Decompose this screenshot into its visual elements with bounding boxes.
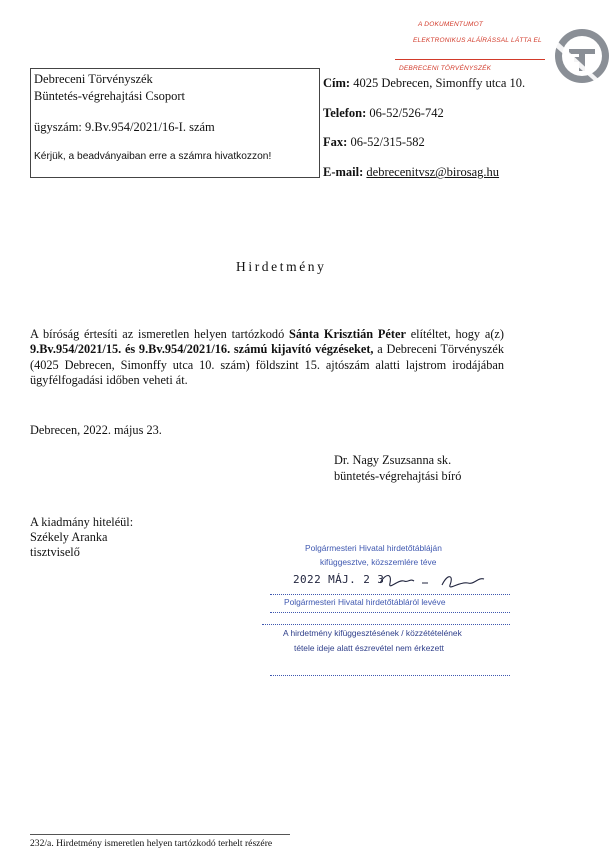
stamp-divider-4: [270, 675, 510, 676]
notice-stamp-line-1: A hirdetmény kifüggesztésének / közzétételének: [283, 628, 462, 638]
fax-line: [323, 135, 425, 150]
stamp-divider-1: [270, 594, 510, 595]
decision-numbers: 9.Bv.954/2021/15. és 9.Bv.954/2021/16. számú kijavító végzéseket,: [30, 342, 374, 357]
body-text-b: elítéltet, hogy a(z): [405, 327, 504, 341]
phone-value: 06-52/526-742: [369, 106, 444, 120]
judge-title: büntetés-végrehajtási bíró: [334, 469, 462, 483]
phone-line: [323, 106, 444, 121]
body-text-a: A bíróság értesíti az ismeretlen helyen tartózkodó: [30, 327, 290, 341]
email-link[interactable]: debrecenitvsz@birosag.hu: [366, 165, 500, 179]
certification-label: A kiadmány hiteléül:: [30, 515, 134, 529]
body-text-c: a Debreceni Törvényszék (4025 Debrecen, Simonffy utca 10. szám) földszint 15. ajtószám alatti lajstrom irodájában ügyfélfogadási időben veheti át.: [30, 342, 504, 388]
fax-value: 06-52/315-582: [350, 135, 425, 149]
removed-stamp: Polgármesteri Hivatal hirdetőtábláról levéve: [284, 597, 446, 607]
case-number: ügyszám: 9.Bv.954/2021/16-I. szám: [34, 120, 215, 134]
stamp-date: 2022 MÁJ. 2 3: [293, 573, 385, 586]
address-label: Cím:: [323, 76, 351, 90]
address-value: 4025 Debrecen, Simonffy utca 10.: [353, 76, 526, 90]
clerk-name: Székely Aranka: [30, 530, 108, 544]
fax-label: Fax:: [323, 135, 348, 149]
group-name: Büntetés-végrehajtási Csoport: [34, 89, 186, 103]
date-line: Debrecen, 2022. május 23.: [30, 423, 162, 437]
posted-stamp-line-1: Polgármesteri Hivatal hirdetőtábláján: [305, 543, 442, 553]
stamp-divider-3: [262, 624, 510, 625]
clerk-title: tisztviselő: [30, 545, 80, 559]
footer-divider: [30, 834, 290, 835]
header-left-box: [30, 68, 320, 178]
footer-form-note: 232/a. Hirdetmény ismeretlen helyen tartózkodó terhelt részére: [30, 838, 273, 849]
phone-label: Telefon:: [323, 106, 367, 120]
reference-note: Kérjük, a beadványaiban erre a számra hivatkozzon!: [34, 151, 272, 162]
address-line: [323, 76, 525, 91]
email-line: [323, 165, 499, 180]
court-name: Debreceni Törvényszék: [34, 72, 153, 86]
document-title: Hirdetmény: [236, 259, 327, 274]
court-logo-icon: [553, 27, 611, 85]
handwritten-initials: [378, 569, 488, 593]
stamp-divider-2: [270, 612, 510, 613]
notice-stamp-line-2: tétele ideje alatt észrevétel nem érkezett: [294, 643, 444, 653]
body-paragraph: [30, 327, 504, 389]
person-name: Sánta Krisztián Péter: [289, 327, 406, 341]
seal-line-3: DEBRECENI TÖRVÉNYSZÉK: [399, 65, 492, 72]
email-label: E-mail:: [323, 165, 364, 179]
posted-stamp-line-2: kifüggesztve, közszemlére téve: [320, 557, 437, 567]
seal-divider: [395, 59, 545, 60]
seal-line-2: ELEKTRONIKUS ALÁÍRÁSSAL LÁTTA EL: [413, 37, 542, 44]
judge-name: Dr. Nagy Zsuzsanna sk.: [334, 453, 452, 467]
seal-line-1: A DOKUMENTUMOT: [418, 21, 484, 28]
